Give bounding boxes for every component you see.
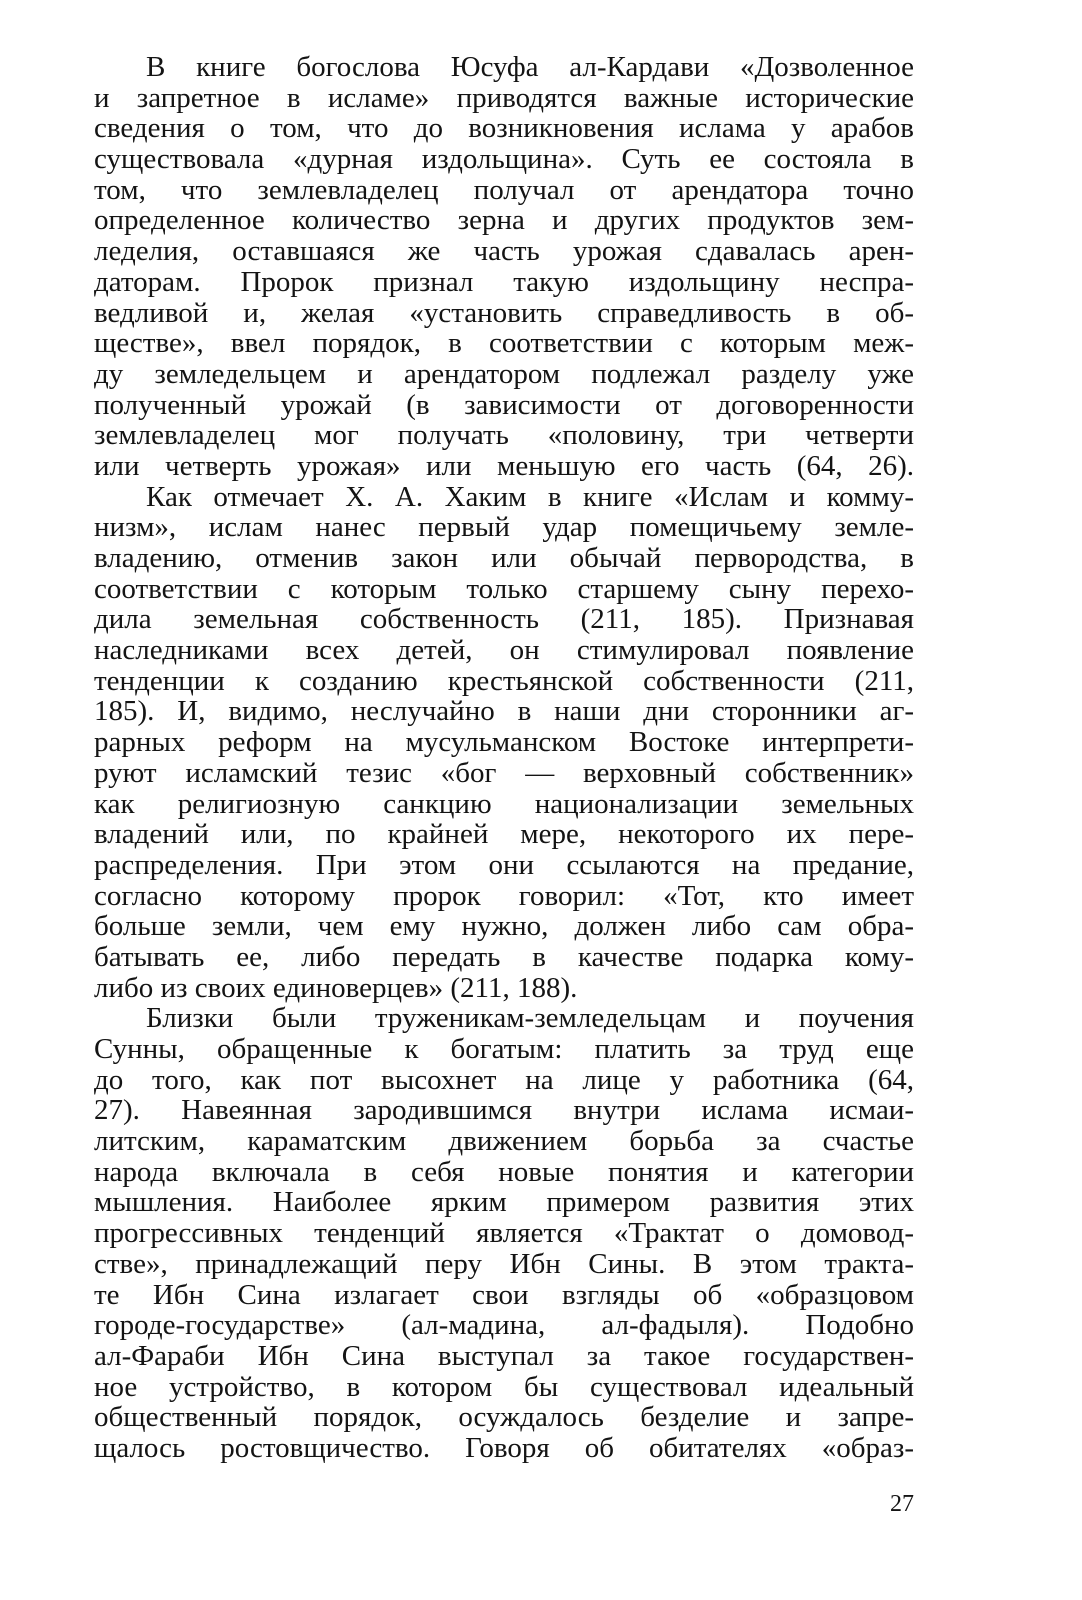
text-line: ал-Фараби Ибн Сина выступал за такое государствен- (94, 1340, 914, 1372)
text-line: батывать ее, либо передать в качестве подарка кому- (94, 941, 914, 973)
text-line: мышления. Наиболее ярким примером развития этих (94, 1187, 914, 1219)
text-line: полученный урожай (в зависимости от договоренности (94, 389, 914, 421)
text-line: соответствии с которым только старшему сыну перехо- (94, 573, 914, 605)
text-line: ду земледельцем и арендатором подлежал разделу уже (94, 358, 914, 390)
text-line: Сунны, обращенные к богатым: платить за труд еще (94, 1034, 914, 1065)
text-line: щалось ростовщичество. Говоря об обитателях «образ- (94, 1432, 914, 1464)
text-line: Близки были труженикам-земледельцам и поучения (146, 1003, 914, 1034)
text-line: стве», принадлежащий перу Ибн Сины. В этом тракта- (94, 1248, 914, 1280)
text-line: В книге богослова Юсуфа ал-Кардави «Дозволенное (146, 52, 914, 83)
text-line: низм», ислам нанес первый удар помещичьему земле- (94, 512, 914, 543)
text-line: распределения. При этом они ссылаются на предание, (94, 849, 914, 881)
text-line: рарных реформ на мусульманском Востоке интерпрети- (94, 727, 914, 758)
page-body (94, 52, 914, 1464)
text-line: том, что землевладелец получал от арендатора точно (94, 174, 914, 206)
text-line: согласно которому пророк говорил: «Тот, кто имеет (94, 880, 914, 912)
text-line: литским, карамaтским движением борьба за счастье (94, 1126, 914, 1157)
text-line: землевладелец мог получать «половину, три четверти (94, 420, 914, 451)
text-line: 185). И, видимо, неслучайно в наши дни сторонники аг- (94, 696, 914, 728)
text-line: ведливой и, желая «установить справедливость в об- (94, 297, 914, 329)
text-line: Как отмечает Х. А. Хаким в книге «Ислам и комму- (146, 481, 914, 513)
text-line: даторам. Пророк признал такую издольщину неспра- (94, 266, 914, 298)
page-number: 27 (890, 1491, 914, 1517)
text-line: до того, как пот высохнет на лице у работника (64, (94, 1064, 914, 1096)
text-line: прогрессивных тенденций является «Трактат о домовод- (94, 1218, 914, 1249)
text-line: или четверть урожая» или меньшую его часть (64, 26). (94, 450, 914, 482)
text-line: существовала «дурная издольщина». Суть ее состояла в (94, 144, 914, 175)
text-line: либо из своих единоверцев» (211, 188). (94, 972, 578, 1004)
text-line: больше земли, чем ему нужно, должен либо сам обра- (94, 911, 914, 942)
text-line: владению, отменив закон или обычай первородства, в (94, 543, 914, 574)
text-line: народа включала в себя новые понятия и категории (94, 1156, 914, 1188)
text-line: наследниками всех детей, он стимулировал появление (94, 635, 914, 666)
text-line: ное устройство, в котором бы существовал идеальный (94, 1371, 914, 1403)
text-line: тенденции к созданию крестьянской собственности (211, (94, 665, 914, 697)
text-line: общественный порядок, осуждалось безделие и запре- (94, 1402, 914, 1433)
text-line: леделия, оставшаяся же часть урожая сдавалась арен- (94, 236, 914, 267)
text-line: те Ибн Сина излагает свои взгляды об «образцовом (94, 1279, 914, 1311)
text-line: определенное количество зерна и других продуктов зем- (94, 205, 914, 237)
text-line: 27). Навеянная зародившимся внутри ислама исмаи- (94, 1095, 914, 1127)
text-line: руют исламский тезис «бог — верховный собственник» (94, 757, 914, 789)
text-line: как религиозную санкцию национализации земельных (94, 788, 914, 820)
text-line: дила земельная собственность (211, 185). Признавая (94, 604, 914, 636)
text-line: владений или, по крайней мере, некоторого их пере- (94, 819, 914, 850)
text-line: сведения о том, что до возникновения ислама у арабов (94, 113, 914, 145)
text-line: ществе», ввел порядок, в соответствии с которым меж- (94, 328, 914, 359)
text-line: городе-государстве» (ал-мадина, ал-фадыля). Подобно (94, 1310, 914, 1341)
text-line: и запретное в исламе» приводятся важные исторические (94, 82, 914, 114)
